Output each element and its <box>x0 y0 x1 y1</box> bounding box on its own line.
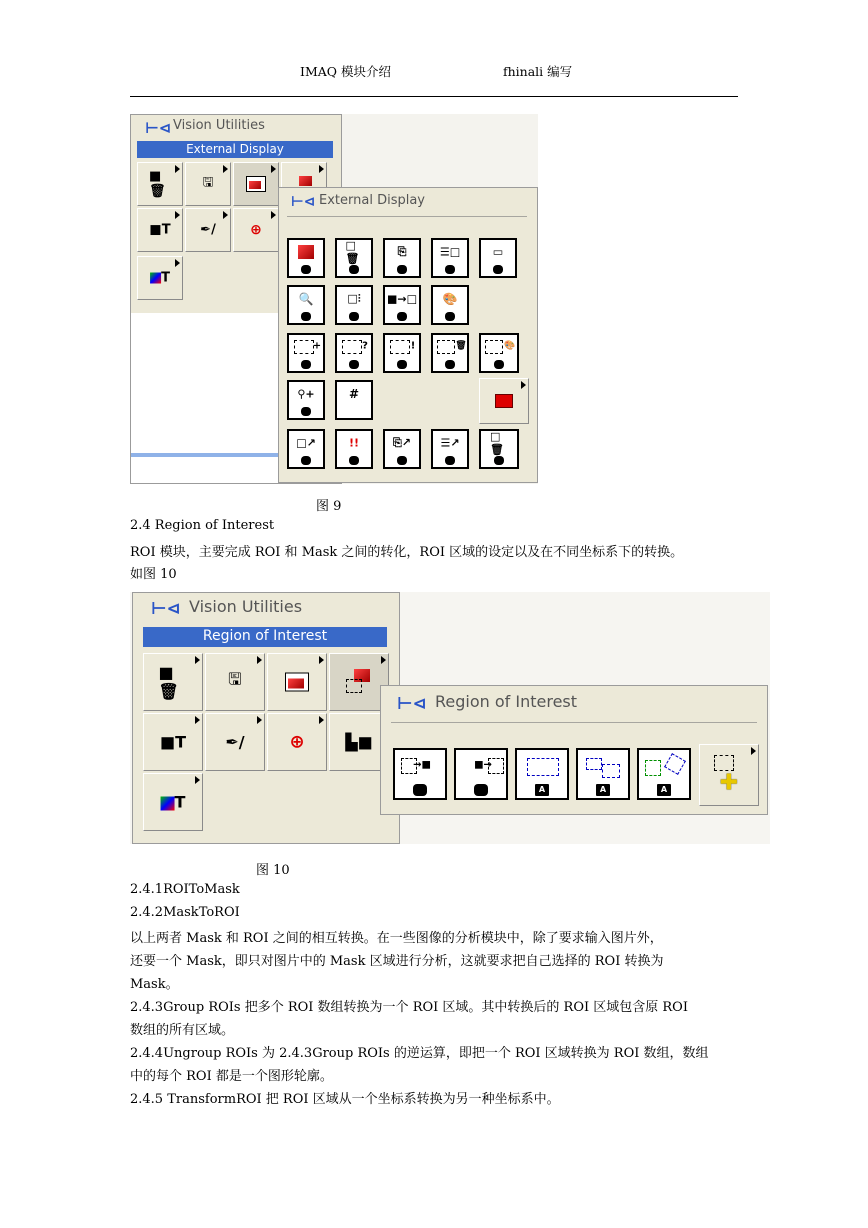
hammer-icon: ■T <box>149 222 171 238</box>
pipette-icon: ✒/ <box>200 222 216 238</box>
body-line-8: 2.4.4Ungroup ROIs 为 2.4.3Group ROIs 的逆运算，即把一个 ROI 区域转换为 ROI 数组，数组 <box>130 1046 709 1061</box>
dispose-icon: ■🗑 <box>149 169 166 199</box>
body-line-4: 还要一个 Mask，即只对图片中的 Mask 区域进行分析，这就要求把自己选择的 ROI 转换为 <box>130 954 664 969</box>
windraw-vi-icon[interactable] <box>287 238 325 278</box>
color-hammer-icon: T <box>150 271 170 286</box>
selected-subpalette[interactable]: External Display <box>137 141 333 158</box>
dispose-icon: ■🗑 <box>158 663 179 701</box>
overlay-icon: ⊕ <box>250 222 262 238</box>
window-icon <box>246 176 266 192</box>
palette-title: Vision Utilities <box>173 118 265 133</box>
pin-icon[interactable]: ⊢⊲ <box>151 599 181 619</box>
hammer-icon: ■T <box>159 732 187 752</box>
wineraseroi-vi-icon[interactable]: 🗑 <box>431 333 469 373</box>
palette-item-image-management[interactable] <box>143 713 203 771</box>
body-line-5: Mask。 <box>130 977 179 992</box>
section-heading: 2.4 Region of Interest <box>130 518 275 533</box>
fig10-sub-palette <box>380 685 768 815</box>
palette-item-color-utilities[interactable] <box>137 256 183 300</box>
winshow-vi-icon[interactable]: ☰□ <box>431 238 469 278</box>
overlay-icon: ⊕ <box>289 731 305 753</box>
winzoom-vi-icon[interactable]: 🔍 <box>287 285 325 325</box>
roi-icon <box>346 669 372 695</box>
section-para-2: 如图 10 <box>130 567 177 582</box>
color-hammer-icon: T <box>161 793 186 812</box>
floppy-icon: 🖫 <box>228 669 242 689</box>
winsetup-vi-icon[interactable]: ⎘ <box>383 238 421 278</box>
subpalette-title: Region of Interest <box>435 692 578 711</box>
figure-9-caption: 图 9 <box>316 499 342 514</box>
palette-item-overlay[interactable] <box>267 713 327 771</box>
winpalette-vi-icon[interactable]: 🎨 <box>431 285 469 325</box>
wincopy-vi-icon[interactable]: ■→□ <box>383 285 421 325</box>
winevent-vi-icon[interactable]: ⎘↗ <box>383 429 421 469</box>
palette-item-external-display[interactable] <box>233 162 279 206</box>
header-rule <box>130 96 738 97</box>
scroll-strip <box>131 453 281 457</box>
calendar-subpalette[interactable] <box>479 378 529 424</box>
pin-icon[interactable]: ⊢⊲ <box>291 194 316 210</box>
title-separator <box>391 722 757 723</box>
winhandle-vi-icon[interactable]: □↗ <box>287 429 325 469</box>
winprops-vi-icon[interactable]: □⫶ <box>335 285 373 325</box>
roi-add-icon: ✚ <box>719 770 739 796</box>
fig9-sub-palette <box>278 187 538 483</box>
palette-item-files[interactable] <box>205 653 265 711</box>
fig10-main-palette <box>132 592 400 844</box>
winlast-vi-icon[interactable]: ☰↗ <box>431 429 469 469</box>
body-line-9: 中的每个 ROI 都是一个图形轮廓。 <box>130 1069 333 1084</box>
winclosehandle-vi-icon[interactable]: □🗑 <box>479 429 519 469</box>
winroiconstraints-vi-icon[interactable]: ! <box>383 333 421 373</box>
roitomask-vi-icon[interactable]: →■ <box>393 748 447 800</box>
winsize-vi-icon[interactable]: ▭ <box>479 238 517 278</box>
palette-item-color-utilities[interactable] <box>143 773 203 831</box>
subpalette-title: External Display <box>319 193 425 208</box>
wingetroi-vi-icon[interactable]: ? <box>335 333 373 373</box>
masktoroi-vi-icon[interactable]: ■→ <box>454 748 508 800</box>
body-line-2: 2.4.2MaskToROI <box>130 905 240 920</box>
ruler-icon: ▙■ <box>345 732 373 752</box>
window-icon <box>285 673 309 692</box>
palette-item-dispose[interactable] <box>143 653 203 711</box>
roi-subpalette[interactable] <box>699 744 759 806</box>
winclose-vi-icon[interactable]: □🗑 <box>335 238 373 278</box>
section-para-1: ROI 模块，主要完成 ROI 和 Mask 之间的转化，ROI 区域的设定以及在不同坐标系下的转换。 <box>130 545 684 560</box>
calendar-icon <box>495 394 513 408</box>
ungrouprois-vi-icon[interactable]: A <box>576 748 630 800</box>
palette-item-pixel-manipulation[interactable] <box>185 208 231 252</box>
body-line-3: 以上两者 Mask 和 ROI 之间的相互转换。在一些图像的分析模块中，除了要求输入图片外， <box>130 931 663 946</box>
wineventtype-vi-icon[interactable]: !! <box>335 429 373 469</box>
winsetroi-vi-icon[interactable]: + <box>287 333 325 373</box>
body-line-1: 2.4.1ROIToMask <box>130 882 240 897</box>
wintool-vi-icon[interactable]: ⚲+ <box>287 380 325 420</box>
palette-item-overlay[interactable] <box>233 208 279 252</box>
pipette-icon: ✒/ <box>225 732 245 752</box>
header-right: fhinali 编写 <box>503 64 573 79</box>
body-line-6: 2.4.3Group ROIs 把多个 ROI 数组转换为一个 ROI 区域。其中转换后的 ROI 区域包含原 ROI <box>130 1000 688 1015</box>
palette-item-pixel-manipulation[interactable] <box>205 713 265 771</box>
palette-item-files[interactable] <box>185 162 231 206</box>
floppy-icon: 🖫 <box>202 175 214 190</box>
title-separator <box>287 216 527 217</box>
transformroi-vi-icon[interactable]: A <box>637 748 691 800</box>
pin-icon[interactable]: ⊢⊲ <box>145 119 172 137</box>
winroicolor-vi-icon[interactable]: 🎨 <box>479 333 519 373</box>
pin-icon[interactable]: ⊢⊲ <box>397 694 427 714</box>
palette-item-image-management[interactable] <box>137 208 183 252</box>
body-line-7: 数组的所有区域。 <box>130 1023 235 1038</box>
body-line-10: 2.4.5 TransformROI 把 ROI 区域从一个坐标系转换为另一种坐标系中。 <box>130 1092 560 1107</box>
grouprois-vi-icon[interactable]: A <box>515 748 569 800</box>
palette-item-dispose[interactable] <box>137 162 183 206</box>
header-left: IMAQ 模块介绍 <box>300 64 391 79</box>
palette-item-external-display[interactable] <box>267 653 327 711</box>
figure-10-caption: 图 10 <box>256 863 290 878</box>
palette-title: Vision Utilities <box>189 597 303 616</box>
selected-subpalette[interactable]: Region of Interest <box>143 627 387 647</box>
wingrid-vi-icon[interactable]: # <box>335 380 373 420</box>
